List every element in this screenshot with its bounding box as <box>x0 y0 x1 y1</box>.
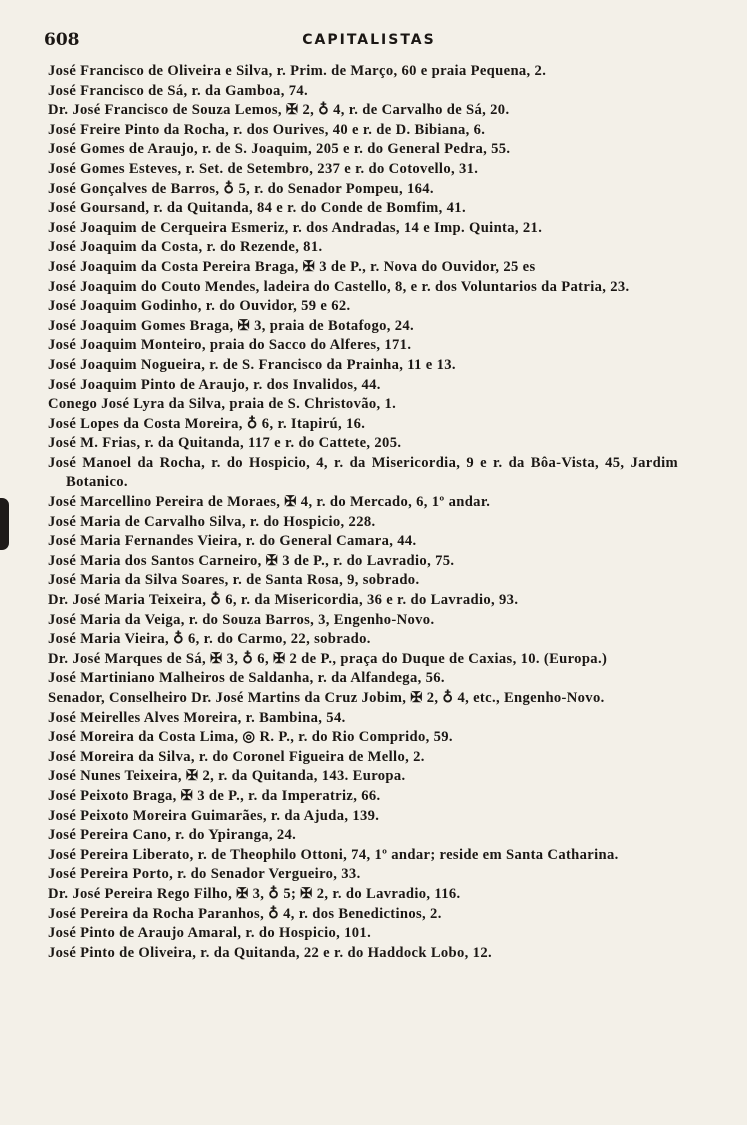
directory-entry: José Francisco de Sá, r. da Gamboa, 74. <box>48 82 308 99</box>
directory-entry: José Peixoto Braga, ✠ 3 de P., r. da Imperatriz, 66. <box>48 787 381 804</box>
directory-entry: José Joaquim Pinto de Araujo, r. dos Invalidos, 44. <box>48 376 381 393</box>
directory-entry: José M. Frias, r. da Quitanda, 117 e r. do Cattete, 205. <box>48 435 402 452</box>
directory-entry: Dr. José Francisco de Souza Lemos, ✠ 2, ♁ 4, r. de Carvalho de Sá, 20. <box>48 102 510 119</box>
directory-entry: José Martiniano Malheiros de Saldanha, r. da Alfandega, 56. <box>48 670 445 687</box>
directory-entry: José Joaquim do Couto Mendes, ladeira do Castello, 8, e r. dos Voluntarios da Patria, 23. <box>48 278 630 295</box>
directory-entry: José Maria de Carvalho Silva, r. do Hospicio, 228. <box>48 513 376 530</box>
directory-entry: José Pinto de Araujo Amaral, r. do Hospicio, 101. <box>48 925 372 942</box>
directory-entry: José Maria da Veiga, r. do Souza Barros, 3, Engenho-Novo. <box>48 611 435 628</box>
directory-entry: José Joaquim Godinho, r. do Ouvidor, 59 e 62. <box>48 298 351 315</box>
directory-entry: José Maria Vieira, ♁ 6, r. do Carmo, 22, sobrado. <box>48 631 371 648</box>
directory-entry: José Pereira da Rocha Paranhos, ♁ 4, r. dos Benedictinos, 2. <box>48 905 442 922</box>
page-number: 608 <box>44 30 80 50</box>
directory-entry: Conego José Lyra da Silva, praia de S. Christovão, 1. <box>48 396 397 413</box>
directory-entry: José Maria dos Santos Carneiro, ✠ 3 de P., r. do Lavradio, 75. <box>48 552 455 569</box>
directory-entry: José Gomes de Araujo, r. de S. Joaquim, 205 e r. do General Pedra, 55. <box>48 141 511 158</box>
directory-entry: Dr. José Maria Teixeira, ♁ 6, r. da Misericordia, 36 e r. do Lavradio, 93. <box>48 592 519 609</box>
directory-entry: José Joaquim de Cerqueira Esmeriz, r. dos Andradas, 14 e Imp. Quinta, 21. <box>48 219 543 236</box>
directory-entry: José Pinto de Oliveira, r. da Quitanda, 22 e r. do Haddock Lobo, 12. <box>48 944 492 961</box>
directory-entry: José Joaquim Nogueira, r. de S. Francisco da Prainha, 11 e 13. <box>48 356 456 373</box>
directory-entry: José Lopes da Costa Moreira, ♁ 6, r. Itapirú, 16. <box>48 415 366 432</box>
directory-entry: José Marcellino Pereira de Moraes, ✠ 4, r. do Mercado, 6, 1º andar. <box>48 494 491 511</box>
directory-entry: José Joaquim da Costa, r. do Rezende, 81. <box>48 239 323 256</box>
directory-entry: José Peixoto Moreira Guimarães, r. da Ajuda, 139. <box>48 807 380 824</box>
entry-list <box>48 62 678 963</box>
directory-entry: José Meirelles Alves Moreira, r. Bambina, 54. <box>48 709 346 726</box>
page-header <box>44 30 694 52</box>
directory-entry: José Francisco de Oliveira e Silva, r. Prim. de Março, 60 e praia Pequena, 2. <box>48 63 547 79</box>
directory-entry: José Joaquim da Costa Pereira Braga, ✠ 3 de P., r. Nova do Ouvidor, 25 es <box>48 258 536 275</box>
directory-entry: José Nunes Teixeira, ✠ 2, r. da Quitanda, 143. Europa. <box>48 768 406 785</box>
directory-entry: José Goursand, r. da Quitanda, 84 e r. do Conde de Bomfim, 41. <box>48 200 466 217</box>
directory-entry: José Freire Pinto da Rocha, r. dos Ourives, 40 e r. de D. Bibiana, 6. <box>48 121 486 138</box>
directory-entry: José Manoel da Rocha, r. do Hospicio, 4, r. da Misericordia, 9 e r. da Bôa-Vista, 45, Jardim Botanico. <box>48 454 678 491</box>
directory-entry: José Maria da Silva Soares, r. de Santa Rosa, 9, sobrado. <box>48 572 420 589</box>
directory-entry: José Pereira Cano, r. do Ypiranga, 24. <box>48 827 297 844</box>
binding-mark <box>0 498 9 550</box>
directory-entry: José Gonçalves de Barros, ♁ 5, r. do Senador Pompeu, 164. <box>48 180 434 197</box>
directory-entry: Dr. José Pereira Rego Filho, ✠ 3, ♁ 5; ✠ 2, r. do Lavradio, 116. <box>48 885 461 902</box>
directory-entry: Dr. José Marques de Sá, ✠ 3, ♁ 6, ✠ 2 de P., praça do Duque de Caxias, 10. (Europa.) <box>48 650 608 667</box>
directory-entry: José Maria Fernandes Vieira, r. do General Camara, 44. <box>48 533 417 550</box>
directory-entry: José Pereira Porto, r. do Senador Vergueiro, 33. <box>48 866 361 883</box>
directory-entry: José Joaquim Monteiro, praia do Sacco do Alferes, 171. <box>48 337 412 354</box>
directory-entry: José Gomes Esteves, r. Set. de Setembro, 237 e r. do Cotovello, 31. <box>48 160 479 177</box>
directory-entry: Senador, Conselheiro Dr. José Martins da Cruz Jobim, ✠ 2, ♁ 4, etc., Engenho-Novo. <box>48 690 605 706</box>
directory-entry: José Moreira da Costa Lima, ◎ R. P., r. do Rio Comprido, 59. <box>48 729 453 746</box>
running-head: CAPITALISTAS <box>302 32 436 48</box>
directory-entry: José Pereira Liberato, r. de Theophilo Ottoni, 74, 1º andar; reside em Santa Catharina. <box>48 846 619 863</box>
directory-entry: José Joaquim Gomes Braga, ✠ 3, praia de Botafogo, 24. <box>48 317 415 334</box>
directory-entry: José Moreira da Silva, r. do Coronel Figueira de Mello, 2. <box>48 748 425 765</box>
